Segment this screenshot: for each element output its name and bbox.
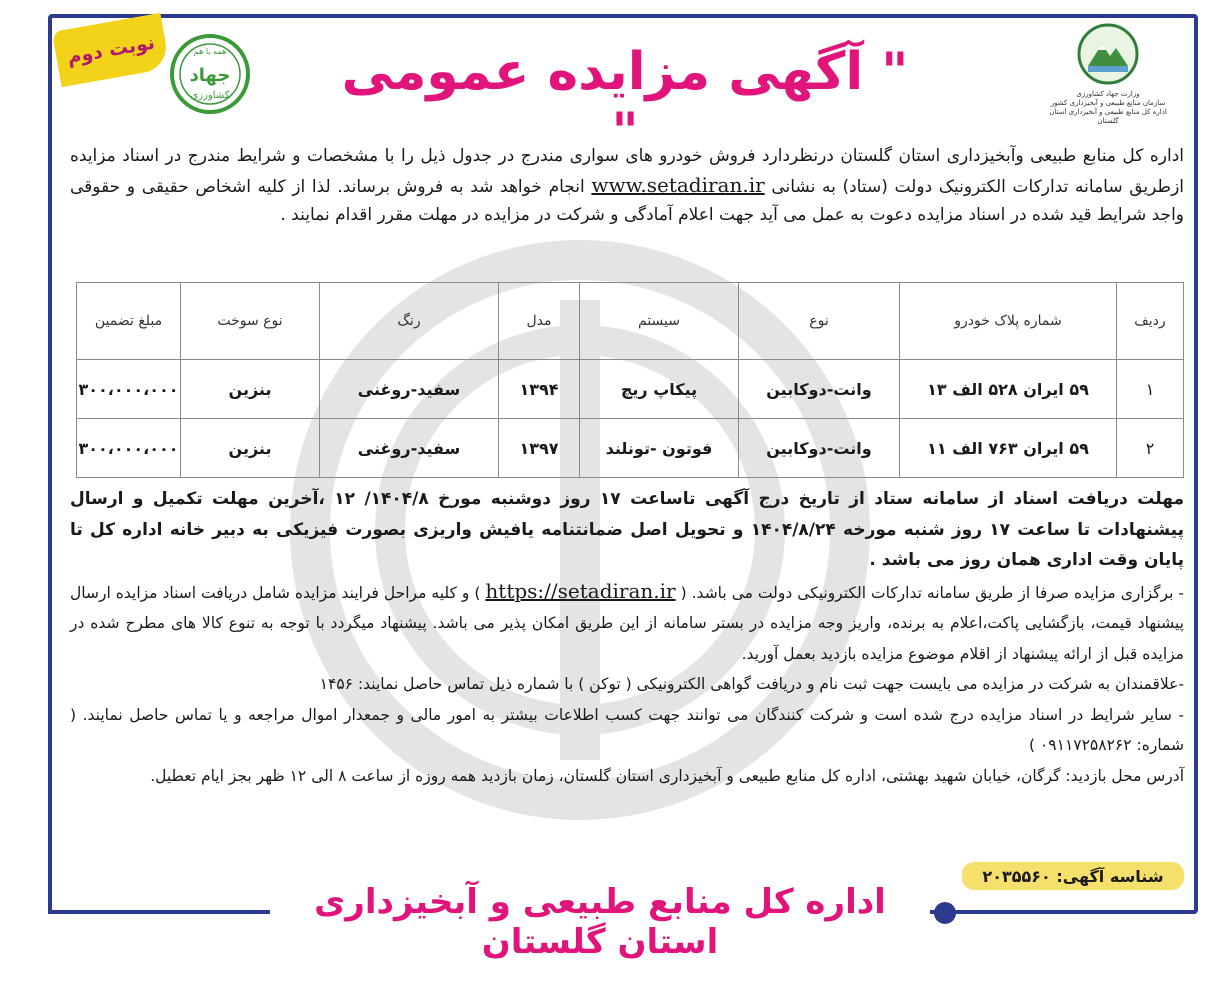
cell-type: وانت-دوکابین bbox=[739, 360, 900, 419]
address-paragraph: آدرس محل بازدید: گرگان، خیابان شهید بهشتی، اداره کل منابع طبیعی و آبخیزداری استان گلستان، زمان بازدید همه روزه از ساعت ۸ الی ۱۲ ظهر بجز ایام تعطیل. bbox=[150, 766, 1184, 785]
logo-word: جهاد bbox=[189, 65, 231, 86]
intro-text-2: انجام خواهد شد به فروش برساند. لذا از کلیه اشخاص حقیقی و حقوقی واجد شرایط قید شده در اسناد مزایده دعوت به عمل می آید جهت اعلام آمادگی و شرکت در مزایده در مهلت مقرر اقدام نمایند . bbox=[70, 176, 1184, 225]
cell-model: ۱۳۹۴ bbox=[499, 360, 580, 419]
col-type: نوع bbox=[739, 283, 900, 360]
cell-type: وانت-دوکابین bbox=[739, 419, 900, 478]
table-header-row bbox=[77, 283, 1184, 360]
second-round-badge: نوبت دوم bbox=[52, 13, 170, 87]
setad-text-1: - برگزاری مزایده صرفا از طریق سامانه تدارکات الکترونیکی دولت می باشد. ( bbox=[680, 583, 1184, 602]
cell-color: سفید-روغنی bbox=[320, 419, 499, 478]
intro-text-1: اداره کل منابع طبیعی وآبخیزداری استان گلستان درنظردارد فروش خودرو های سواری مندرج در جدول ذیل را با مشخصات و شرایط مندرج در اسناد مزایده ازطریق سامانه تدارکات الکترونیک دولت (ستاد) به نشانی bbox=[70, 146, 1185, 197]
ministry-caption-3: اداره کل منابع طبیعی و آبخیزداری استان گلستان bbox=[1049, 108, 1167, 125]
ministry-caption-2: سازمان منابع طبیعی و آبخیزداری کشور bbox=[1050, 99, 1166, 107]
cell-fuel: بنزین bbox=[181, 419, 320, 478]
table-row bbox=[77, 419, 1184, 478]
ad-id-badge: شناسه آگهی: ۲۰۳۵۵۶۰ bbox=[962, 862, 1184, 890]
intro-paragraph bbox=[70, 142, 1184, 230]
col-guarantee: مبلغ تضمین bbox=[77, 283, 181, 360]
vehicles-table bbox=[76, 282, 1184, 478]
col-model: مدل bbox=[499, 283, 580, 360]
table-row bbox=[77, 360, 1184, 419]
cell-plate: ۵۹ ایران ۷۶۳ الف ۱۱ bbox=[900, 419, 1117, 478]
col-row-number: ردیف bbox=[1117, 283, 1184, 360]
ministry-caption-1: وزارت جهاد کشاورزی bbox=[1076, 90, 1140, 98]
cell-system: پیکاپ ریچ bbox=[580, 360, 739, 419]
footer-title: اداره کل منابع طبیعی و آبخیزداری استان گلستان bbox=[270, 882, 930, 962]
jahad-logo bbox=[168, 32, 252, 116]
token-paragraph: -علاقمندان به شرکت در مزایده می بایست جهت ثبت نام و دریافت گواهی الکترونیکی ( توکن ) با شماره ذیل تماس حاصل نمایند: ۱۴۵۶ bbox=[319, 675, 1184, 693]
setad-link-2[interactable]: https://setadiran.ir bbox=[485, 578, 676, 603]
setad-text-2: ) و کلیه مراحل فرایند مزایده شامل دریافت اسناد مزایده ارسال پیشنهاد قیمت، بازگشایی پاکت،اعلام به برنده، واریز وجه مزایده در بستر سامانه از این طریق امکان پذیر می باشد. پیشنهاد میگردد با توجه به تنوع کالا های مطرح شده در مزایده قبل از ارائه پیشنهاد از اقلام موضوع مزایده بازدید بعمل آورید. bbox=[70, 583, 1184, 663]
footer-line bbox=[48, 910, 260, 914]
cell-system: فوتون -تونلند bbox=[580, 419, 739, 478]
cell-guarantee: ۳۰۰،۰۰۰،۰۰۰ bbox=[77, 360, 181, 419]
cell-plate: ۵۹ ایران ۵۲۸ الف ۱۳ bbox=[900, 360, 1117, 419]
col-color: رنگ bbox=[320, 283, 499, 360]
cell-color: سفید-روغنی bbox=[320, 360, 499, 419]
other-terms-paragraph: - سایر شرایط در اسناد مزایده درج شده است و شرکت کنندگان می توانند جهت کسب اطلاعات بیشتر به امور مالی و جمعدار اموال مراجعه و یا تماس حاصل نمایند. ( شماره: ۰۹۱۱۷۲۵۸۲۶۲ ) bbox=[70, 705, 1184, 754]
cell-model: ۱۳۹۷ bbox=[499, 419, 580, 478]
setad-paragraph bbox=[70, 576, 1184, 670]
page-title: " آگهی مزایده عمومی " bbox=[341, 42, 909, 162]
col-system: سیستم bbox=[580, 283, 739, 360]
cell-row-number: ۱ bbox=[1117, 360, 1184, 419]
conditions-section bbox=[70, 484, 1184, 791]
cell-row-number: ۲ bbox=[1117, 419, 1184, 478]
footer-dot bbox=[934, 902, 956, 924]
logo-top-text: همه با هم bbox=[193, 47, 227, 56]
col-fuel: نوع سوخت bbox=[181, 283, 320, 360]
deadline-paragraph: مهلت دریافت اسناد از سامانه ستاد از تاریخ درج آگهی تاساعت ۱۷ روز دوشنبه مورخ ۱۴۰۴/۸/ ۱۲ ،آخرین مهلت تکمیل و ارسال پیشنهادات تا ساعت ۱۷ روز شنبه مورخه ۱۴۰۴/۸/۲۴ و تحویل اصل ضمانتنامه یافیش واریزی بصورت فیزیکی به دبیر خانه اداره کل تا پایان وقت اداری همان روز می باشد . bbox=[70, 489, 1184, 570]
ministry-logo bbox=[1044, 22, 1172, 132]
cell-guarantee: ۳۰۰،۰۰۰،۰۰۰ bbox=[77, 419, 181, 478]
col-plate: شماره پلاک خودرو bbox=[900, 283, 1117, 360]
setad-link[interactable]: www.setadiran.ir bbox=[591, 172, 765, 197]
logo-bottom-text: کشاورزی bbox=[190, 90, 230, 101]
cell-fuel: بنزین bbox=[181, 360, 320, 419]
ministry-emblem-icon bbox=[1076, 22, 1140, 86]
